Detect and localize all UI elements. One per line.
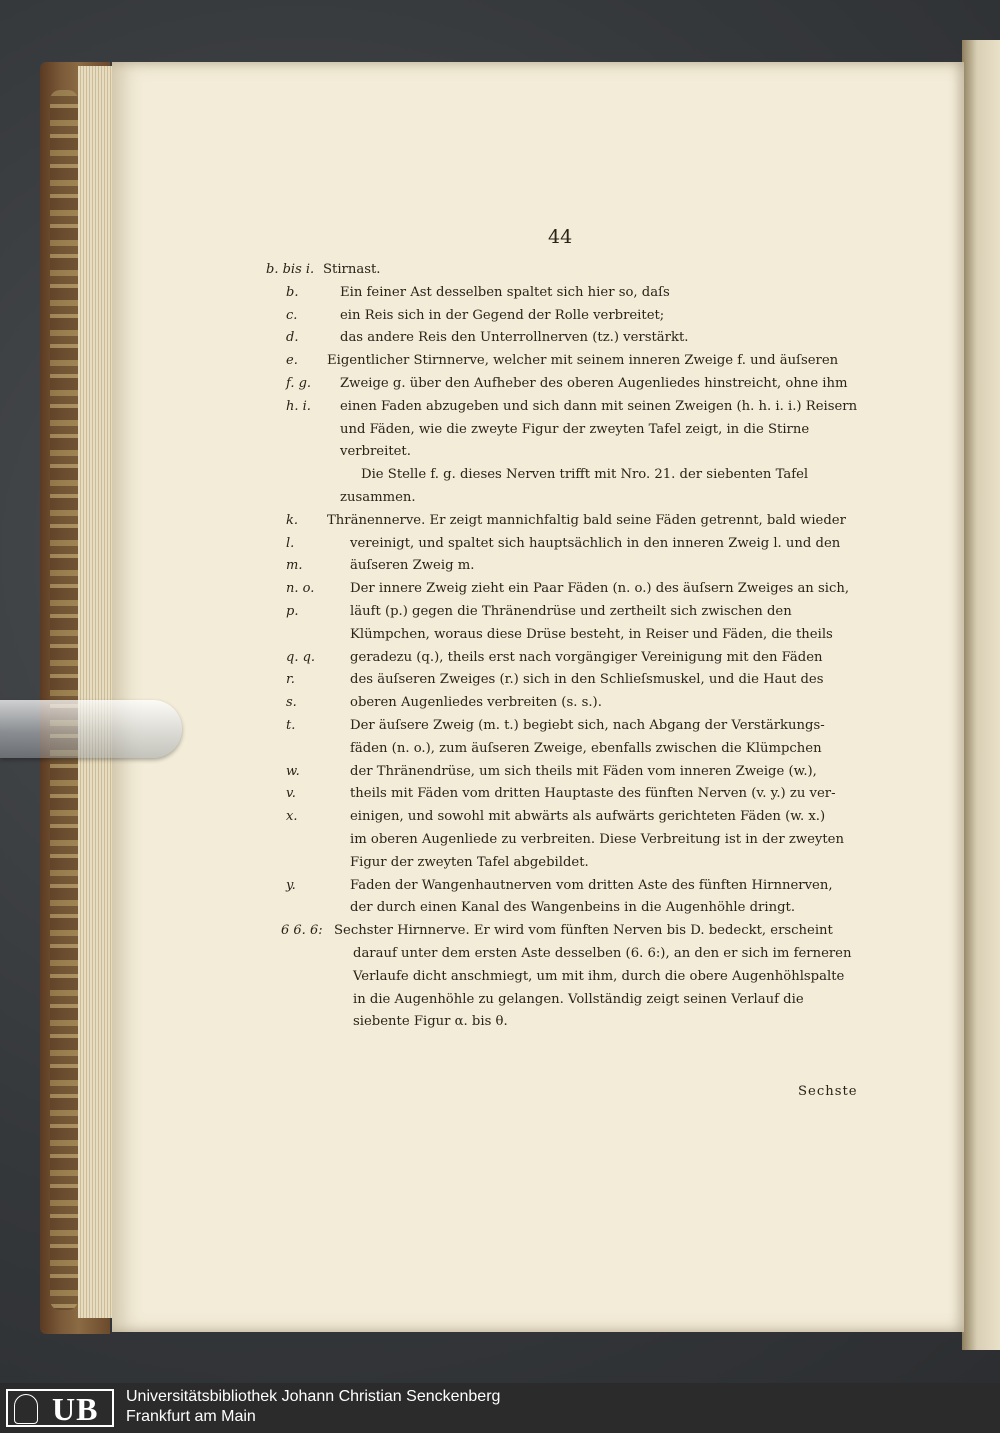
margin-label: t.: [286, 718, 296, 733]
text-line: Verlaufe dicht anschmiegt, um mit ihm, durch die obere Augenhöhlspalte: [353, 969, 845, 984]
text-line: Der innere Zweig zieht ein Paar Fäden (n. o.) des äuſsern Zweiges an sich,: [350, 581, 850, 596]
portrait-icon: [14, 1394, 38, 1424]
text-line: ein Reis sich in der Gegend der Rolle verbreitet;: [340, 308, 665, 323]
text-line: einen Faden abzugeben und sich dann mit seinen Zweigen (h. h. i. i.) Reisern: [340, 399, 858, 414]
margin-label: m.: [286, 558, 303, 573]
text-line: Figur der zweyten Tafel abgebildet.: [350, 855, 589, 870]
margin-label: e.: [286, 353, 298, 368]
text-line: in die Augenhöhle zu gelangen. Vollständig zeigt seinen Verlauf die: [353, 992, 804, 1007]
text-line: theils mit Fäden vom dritten Hauptaste des fünften Nerven (v. y.) zu ver-: [350, 786, 836, 801]
text-line: der durch einen Kanal des Wangenbeins in die Augenhöhle dringt.: [350, 900, 796, 915]
margin-label: c.: [286, 308, 298, 323]
text-line: das andere Reis den Unterrollnerven (tz.) verstärkt.: [340, 330, 689, 345]
text-line: Faden der Wangenhautnerven vom dritten Aste des fünften Hirnnerven,: [350, 878, 833, 893]
margin-label: n. o.: [286, 581, 315, 596]
text-line: geradezu (q.), theils erst nach vorgängiger Vereinigung mit den Fäden: [350, 650, 823, 665]
page-holder-tool: [0, 700, 182, 758]
margin-label: d.: [286, 330, 299, 345]
margin-label: s.: [286, 695, 297, 710]
text-line: im oberen Augenliede zu verbreiten. Diese Verbreitung ist in der zweyten: [350, 832, 844, 847]
text-line: Der äuſsere Zweig (m. t.) begiebt sich, nach Abgang der Verstärkungs-: [350, 718, 825, 733]
text-line: Zweige g. über den Aufheber des oberen Augenliedes hinstreicht, ohne ihm: [340, 376, 848, 391]
text-line: läuft (p.) gegen die Thränendrüse und zertheilt sich zwischen den: [350, 604, 792, 619]
text-line: Klümpchen, woraus diese Drüse besteht, in Reiser und Fäden, die theils: [350, 627, 833, 642]
margin-label: r.: [286, 672, 295, 687]
margin-label: b.: [286, 285, 299, 300]
text-line: Stirnast.: [323, 262, 381, 277]
text-line: vereinigt, und spaltet sich hauptsächlich in den inneren Zweig l. und den: [350, 536, 841, 551]
text-line: fäden (n. o.), zum äuſseren Zweige, ebenfalls zwischen die Klümpchen: [350, 741, 822, 756]
margin-label: b. bis i.: [266, 262, 315, 277]
margin-label: v.: [286, 786, 296, 801]
text-line: verbreitet.: [340, 444, 411, 459]
margin-label: w.: [286, 764, 300, 779]
margin-label: h. i.: [286, 399, 311, 414]
margin-label: f. g.: [286, 376, 312, 391]
text-line: Eigentlicher Stirnnerve, welcher mit seinem inneren Zweige f. und äuſseren: [327, 353, 839, 368]
text-line: darauf unter dem ersten Aste desselben (6. 6:), an den er sich im ferneren: [353, 946, 852, 961]
margin-label: x.: [286, 809, 298, 824]
text-line: siebente Figur α. bis θ.: [353, 1014, 508, 1029]
margin-label: y.: [286, 878, 296, 893]
margin-label: q. q.: [286, 650, 316, 665]
text-line: der Thränendrüse, um sich theils mit Fäden vom inneren Zweige (w.),: [350, 764, 817, 779]
text-line: Die Stelle f. g. dieses Nerven trifft mit Nro. 21. der siebenten Tafel: [361, 467, 809, 482]
text-line: des äuſseren Zweiges (r.) sich in den Schlieſsmuskel, und die Haut des: [350, 672, 824, 687]
text-line: oberen Augenliedes verbreiten (s. s.).: [350, 695, 602, 710]
margin-label: k.: [286, 513, 299, 528]
text-line: und Fäden, wie die zweyte Figur der zweyten Tafel zeigt, in die Stirne: [340, 422, 810, 437]
footer-bar: [0, 1383, 1000, 1433]
logo-text: UB: [52, 1391, 99, 1427]
page-number: 44: [548, 226, 573, 248]
text-line: einigen, und sowohl mit abwärts als aufwärts gerichteten Fäden (w. x.): [350, 809, 826, 824]
text-line: äuſseren Zweig m.: [350, 558, 475, 573]
text-line: Ein feiner Ast desselben spaltet sich hier so, daſs: [340, 285, 670, 300]
margin-label: p.: [286, 604, 299, 619]
library-name: Universitätsbibliothek Johann Christian Senckenberg: [126, 1388, 501, 1405]
facing-page-edge: [962, 40, 1000, 1350]
library-logo: [6, 1389, 114, 1427]
text-line: Sechster Hirnnerve. Er wird vom fünften Nerven bis D. bedeckt, erscheint: [334, 923, 833, 938]
margin-label: l.: [286, 536, 295, 551]
text-line: zusammen.: [340, 490, 416, 505]
margin-label: 6 6. 6:: [281, 923, 323, 938]
text-line: Thränennerve. Er zeigt mannichfaltig bald seine Fäden getrennt, bald wieder: [327, 513, 846, 528]
library-city: Frankfurt am Main: [126, 1408, 256, 1425]
catchword: Sechste: [798, 1084, 858, 1099]
